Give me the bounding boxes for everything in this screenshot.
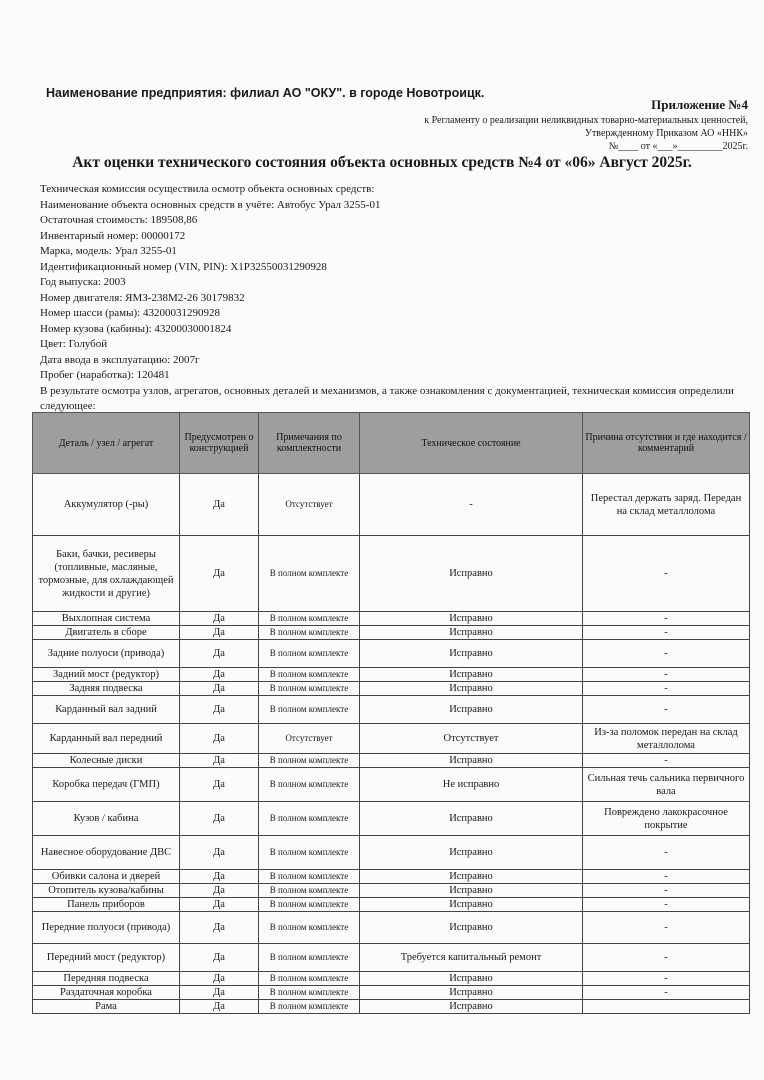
cell-condition: Исправно bbox=[360, 536, 583, 612]
cell-comment: - bbox=[583, 898, 750, 912]
cell-provided: Да bbox=[180, 802, 259, 836]
appendix-title: Приложение №4 bbox=[651, 97, 748, 112]
appendix-line-1: к Регламенту о реализации неликвидных товарно-материальных ценностей, bbox=[424, 115, 748, 126]
cell-condition: Исправно bbox=[360, 682, 583, 696]
cell-condition: Исправно bbox=[360, 898, 583, 912]
cell-completeness: В полном комплекте bbox=[259, 754, 360, 768]
info-vin: Идентификационный номер (VIN, PIN): X1P32550031290928 bbox=[40, 260, 327, 273]
cell-provided: Да bbox=[180, 682, 259, 696]
table-row bbox=[33, 898, 750, 912]
cell-part: Отопитель кузова/кабины bbox=[33, 884, 180, 898]
cell-completeness: В полном комплекте bbox=[259, 1000, 360, 1014]
table-row bbox=[33, 802, 750, 836]
cell-provided: Да bbox=[180, 754, 259, 768]
cell-provided: Да bbox=[180, 1000, 259, 1014]
table-header-row bbox=[33, 413, 750, 474]
table-row bbox=[33, 944, 750, 972]
cell-completeness: В полном комплекте bbox=[259, 668, 360, 682]
cell-provided: Да bbox=[180, 536, 259, 612]
table-row bbox=[33, 1000, 750, 1014]
cell-provided: Да bbox=[180, 696, 259, 724]
cell-provided: Да bbox=[180, 986, 259, 1000]
cell-part: Задняя подвеска bbox=[33, 682, 180, 696]
cell-condition: Исправно bbox=[360, 836, 583, 870]
cell-condition: Исправно bbox=[360, 884, 583, 898]
cell-condition: Исправно bbox=[360, 696, 583, 724]
cell-completeness: В полном комплекте bbox=[259, 802, 360, 836]
cell-condition: Исправно bbox=[360, 986, 583, 1000]
cell-provided: Да bbox=[180, 474, 259, 536]
header-condition: Техническое состояние bbox=[360, 413, 583, 474]
table-row bbox=[33, 724, 750, 754]
cell-completeness: В полном комплекте bbox=[259, 884, 360, 898]
table-row bbox=[33, 836, 750, 870]
table-row bbox=[33, 668, 750, 682]
cell-condition: Отсутствует bbox=[360, 724, 583, 754]
cell-comment: - bbox=[583, 986, 750, 1000]
cell-condition: Исправно bbox=[360, 754, 583, 768]
cell-condition: Исправно bbox=[360, 1000, 583, 1014]
table-row bbox=[33, 972, 750, 986]
cell-comment: Перестал держать заряд. Передан на склад металлолома bbox=[583, 474, 750, 536]
appendix-line-2: Утвержденному Приказом АО «ННК» bbox=[584, 128, 748, 139]
table-row bbox=[33, 626, 750, 640]
table-row bbox=[33, 536, 750, 612]
cell-comment: - bbox=[583, 870, 750, 884]
cell-provided: Да bbox=[180, 870, 259, 884]
appendix-line-3: №____ от «___»_________2025г. bbox=[608, 141, 748, 152]
cell-part: Передний мост (редуктор) bbox=[33, 944, 180, 972]
cell-comment: - bbox=[583, 754, 750, 768]
cell-comment: - bbox=[583, 972, 750, 986]
info-model: Марка, модель: Урал 3255-01 bbox=[40, 245, 177, 257]
cell-condition: Исправно bbox=[360, 640, 583, 668]
cell-completeness: Отсутствует bbox=[259, 724, 360, 754]
cell-part: Колесные диски bbox=[33, 754, 180, 768]
cell-provided: Да bbox=[180, 944, 259, 972]
document-title: Акт оценки технического состояния объекта основных средств №4 от «06» Август 2025г. bbox=[72, 154, 692, 171]
header-part: Деталь / узел / агрегат bbox=[33, 413, 180, 474]
cell-provided: Да bbox=[180, 972, 259, 986]
cell-condition: Не исправно bbox=[360, 768, 583, 802]
cell-completeness: В полном комплекте bbox=[259, 640, 360, 668]
condition-table bbox=[32, 412, 750, 1014]
info-commissioning-date: Дата ввода в эксплуатацию: 2007г bbox=[40, 353, 200, 366]
table-row bbox=[33, 612, 750, 626]
cell-comment: - bbox=[583, 836, 750, 870]
info-inventory-number: Инвентарный номер: 00000172 bbox=[40, 229, 186, 242]
table-row bbox=[33, 884, 750, 898]
table-row bbox=[33, 474, 750, 536]
header-provided: Предусмотрен о конструкцией bbox=[180, 413, 259, 474]
cell-completeness: В полном комплекте bbox=[259, 972, 360, 986]
header-completeness: Примечания по комплектности bbox=[259, 413, 360, 474]
cell-comment: - bbox=[583, 682, 750, 696]
cell-part: Раздаточная коробка bbox=[33, 986, 180, 1000]
table-row bbox=[33, 754, 750, 768]
cell-comment: Из-за поломок передан на склад металлолома bbox=[583, 724, 750, 754]
organization-line bbox=[46, 86, 484, 100]
cell-provided: Да bbox=[180, 612, 259, 626]
cell-comment: - bbox=[583, 640, 750, 668]
table-row bbox=[33, 696, 750, 724]
cell-completeness: В полном комплекте bbox=[259, 944, 360, 972]
cell-condition: Исправно bbox=[360, 668, 583, 682]
info-mileage: Пробег (наработка): 120481 bbox=[40, 369, 170, 381]
appendix-block bbox=[424, 96, 748, 153]
cell-completeness: В полном комплекте bbox=[259, 912, 360, 944]
info-conclusion: В результате осмотра узлов, агрегатов, основных деталей и механизмов, а также ознакомления с документацией, техническая комиссия определили следующее: bbox=[40, 384, 734, 412]
cell-part: Кузов / кабина bbox=[33, 802, 180, 836]
table-row bbox=[33, 682, 750, 696]
cell-part: Передние полуоси (привода) bbox=[33, 912, 180, 944]
cell-provided: Да bbox=[180, 640, 259, 668]
info-engine-number: Номер двигателя: ЯМЗ-238М2-26 30179832 bbox=[40, 291, 245, 304]
cell-comment bbox=[583, 1000, 750, 1014]
info-object-name: Наименование объекта основных средств в учёте: Автобус Урал 3255-01 bbox=[40, 198, 381, 211]
cell-provided: Да bbox=[180, 912, 259, 944]
cell-part: Передняя подвеска bbox=[33, 972, 180, 986]
cell-completeness: В полном комплекте bbox=[259, 626, 360, 640]
cell-condition: Исправно bbox=[360, 972, 583, 986]
cell-part: Панель приборов bbox=[33, 898, 180, 912]
cell-condition: - bbox=[360, 474, 583, 536]
cell-comment: - bbox=[583, 912, 750, 944]
cell-completeness: В полном комплекте bbox=[259, 986, 360, 1000]
cell-part: Обивки салона и дверей bbox=[33, 870, 180, 884]
cell-condition: Исправно bbox=[360, 612, 583, 626]
table-row bbox=[33, 870, 750, 884]
organization-value: филиал АО "ОКУ". в городе Новотроицк. bbox=[230, 86, 485, 100]
cell-completeness: В полном комплекте bbox=[259, 836, 360, 870]
cell-part: Задний мост (редуктор) bbox=[33, 668, 180, 682]
cell-comment: - bbox=[583, 696, 750, 724]
cell-condition: Требуется капитальный ремонт bbox=[360, 944, 583, 972]
cell-provided: Да bbox=[180, 898, 259, 912]
cell-provided: Да bbox=[180, 884, 259, 898]
cell-condition: Исправно bbox=[360, 870, 583, 884]
cell-condition: Исправно bbox=[360, 802, 583, 836]
cell-comment: Повреждено лакокрасочное покрытие bbox=[583, 802, 750, 836]
cell-part: Навесное оборудование ДВС bbox=[33, 836, 180, 870]
cell-completeness: Отсутствует bbox=[259, 474, 360, 536]
cell-completeness: В полном комплекте bbox=[259, 768, 360, 802]
cell-part: Выхлопная система bbox=[33, 612, 180, 626]
cell-part: Карданный вал задний bbox=[33, 696, 180, 724]
cell-condition: Исправно bbox=[360, 626, 583, 640]
cell-part: Аккумулятор (-ры) bbox=[33, 474, 180, 536]
cell-part: Задние полуоси (привода) bbox=[33, 640, 180, 668]
info-body-number: Номер кузова (кабины): 43200030001824 bbox=[40, 322, 232, 335]
info-year: Год выпуска: 2003 bbox=[40, 276, 126, 288]
cell-provided: Да bbox=[180, 836, 259, 870]
info-line: Техническая комиссия осуществила осмотр объекта основных средств: bbox=[40, 183, 375, 195]
table-row bbox=[33, 986, 750, 1000]
cell-comment: - bbox=[583, 612, 750, 626]
header-comment: Причина отсутствия и где находится / комментарий bbox=[583, 413, 750, 474]
cell-part: Двигатель в сборе bbox=[33, 626, 180, 640]
cell-comment: - bbox=[583, 536, 750, 612]
cell-provided: Да bbox=[180, 626, 259, 640]
cell-part: Карданный вал передний bbox=[33, 724, 180, 754]
cell-completeness: В полном комплекте bbox=[259, 898, 360, 912]
cell-provided: Да bbox=[180, 724, 259, 754]
cell-comment: - bbox=[583, 884, 750, 898]
cell-provided: Да bbox=[180, 668, 259, 682]
cell-part: Коробка передач (ГМП) bbox=[33, 768, 180, 802]
cell-completeness: В полном комплекте bbox=[259, 696, 360, 724]
cell-condition: Исправно bbox=[360, 912, 583, 944]
table-row bbox=[33, 912, 750, 944]
cell-comment: Сильная течь сальника первичного вала bbox=[583, 768, 750, 802]
info-residual-value: Остаточная стоимость: 189508,86 bbox=[40, 214, 198, 226]
cell-comment: - bbox=[583, 944, 750, 972]
table-row bbox=[33, 640, 750, 668]
cell-completeness: В полном комплекте bbox=[259, 870, 360, 884]
cell-part: Рама bbox=[33, 1000, 180, 1014]
cell-completeness: В полном комплекте bbox=[259, 612, 360, 626]
cell-completeness: В полном комплекте bbox=[259, 536, 360, 612]
info-color: Цвет: Голубой bbox=[40, 338, 108, 350]
cell-comment: - bbox=[583, 626, 750, 640]
organization-label: Наименование предприятия: bbox=[46, 86, 227, 100]
cell-comment: - bbox=[583, 668, 750, 682]
object-info bbox=[40, 182, 755, 415]
cell-part: Баки, бачки, ресиверы (топливные, масляные, тормозные, для охлаждающей жидкости и другие) bbox=[33, 536, 180, 612]
info-chassis-number: Номер шасси (рамы): 43200031290928 bbox=[40, 307, 220, 319]
table-row bbox=[33, 768, 750, 802]
cell-completeness: В полном комплекте bbox=[259, 682, 360, 696]
cell-provided: Да bbox=[180, 768, 259, 802]
